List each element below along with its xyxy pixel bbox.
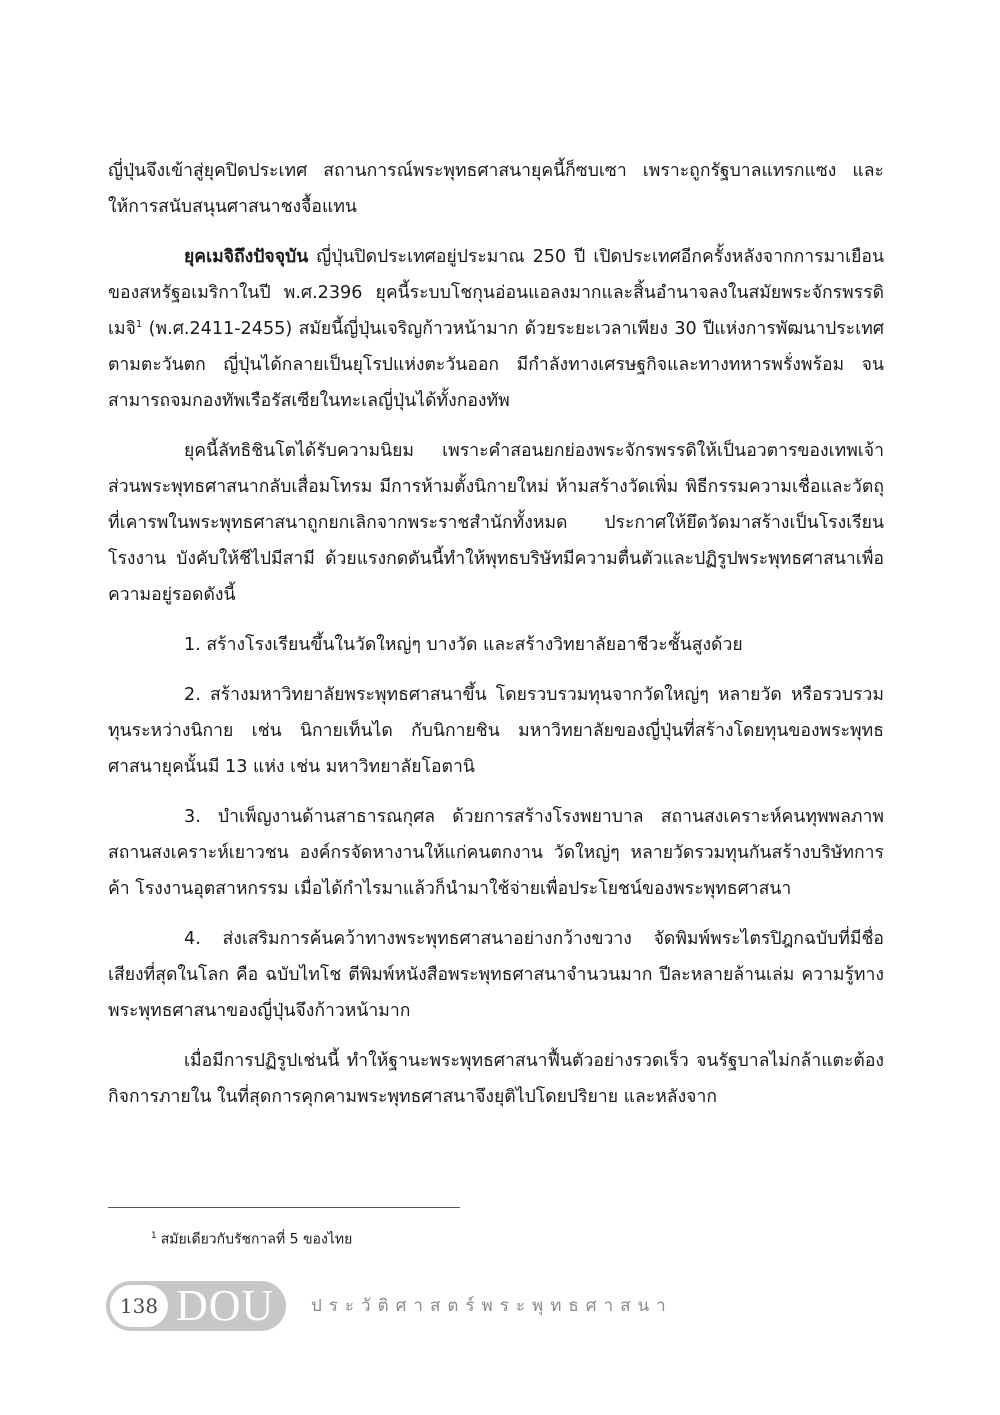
list-item-2: 2. สร้างมหาวิทยาลัยพระพุทธศาสนาขึ้น โดยรวบรวมทุนจากวัดใหญ่ๆ หลายวัด หรือรวบรวมทุนระหว่างนิกาย เช่น นิกายเท็นได กับนิกายชิน มหาวิทยาลัยของญี่ปุ่นที่สร้างโดยทุนของพระพุทธศาสนายุคนั้นมี 13 แห่ง เช่น มหาวิทยาลัยโอตานิ bbox=[108, 685, 884, 777]
dou-logo: DOU bbox=[176, 1281, 275, 1330]
footnote-marker: 1 bbox=[151, 1231, 157, 1241]
paragraph-meiji-era bbox=[108, 239, 884, 419]
footer-badge bbox=[106, 1281, 286, 1331]
footnote-divider bbox=[108, 1207, 460, 1208]
paragraph-text: ญี่ปุ่นปิดประเทศอยู่ประมาณ 250 ปี เปิดประเทศอีกครั้งหลังจากการมาเยือนของสหรัฐอเมริกาในปี พ.ศ.2396 ยุคนี้ระบบโชกุนอ่อนแอลงมากและสิ้นอำนาจลงในสมัยพระจักรพรรดิเมจิ bbox=[108, 247, 884, 339]
paragraph-text: (พ.ศ.2411-2455) สมัยนี้ญี่ปุ่นเจริญก้าวหน้ามาก ด้วยระยะเวลาเพียง 30 ปีแห่งการพัฒนาประเทศตามตะวันตก ญี่ปุ่นได้กลายเป็นยุโรปแห่งตะวันออก มีกำลังทางเศรษฐกิจและทางทหารพรั่งพร้อม จนสามารถจมกองทัพเรือรัสเซียในทะเลญี่ปุ่นได้ทั้งกองทัพ bbox=[108, 319, 884, 411]
page-body bbox=[108, 153, 884, 1129]
paragraph-continued: ญี่ปุ่นจึงเข้าสู่ยุคปิดประเทศ สถานการณ์พระพุทธศาสนายุคนี้ก็ซบเซา เพราะถูกรัฐบาลแทรกแซง และให้การสนับสนุนศาสนาชงจื้อแทน bbox=[108, 161, 884, 217]
page-number: 138 bbox=[110, 1285, 168, 1327]
footnote-text: สมัยเดียวกับรัชกาลที่ 5 ของไทย bbox=[160, 1231, 353, 1248]
running-title: ประวัติศาสตร์พระพุทธศาสนา bbox=[311, 1296, 673, 1316]
list-item-4: 4. ส่งเสริมการค้นคว้าทางพระพุทธศาสนาอย่างกว้างขวาง จัดพิมพ์พระไตรปิฎกฉบับที่มีชื่อเสียงที่สุดในโลก คือ ฉบับไทโช ตีพิมพ์หนังสือพระพุทธศาสนาจำนวนมาก ปีละหลายล้านเล่ม ความรู้ทางพระพุทธศาสนาของญี่ปุ่นจึงก้าวหน้ามาก bbox=[108, 929, 884, 1021]
footnote-reference[interactable]: 1 bbox=[135, 319, 143, 331]
paragraph-reform-result: เมื่อมีการปฏิรูปเช่นนี้ ทำให้ฐานะพระพุทธศาสนาฟื้นตัวอย่างรวดเร็ว จนรัฐบาลไม่กล้าแตะต้องกิจการภายใน ในที่สุดการคุกคามพระพุทธศาสนาจึงยุติไปโดยปริยาย และหลังจาก bbox=[108, 1051, 884, 1107]
list-item-3: 3. บำเพ็ญงานด้านสาธารณกุศล ด้วยการสร้างโรงพยาบาล สถานสงเคราะห์คนทุพพลภาพ สถานสงเคราะห์เยาวชน องค์กรจัดหางานให้แก่คนตกงาน วัดใหญ่ๆ หลายวัดรวมทุนกันสร้างบริษัทการค้า โรงงานอุตสาหกรรม เมื่อได้กำไรมาแล้วก็นำมาใช้จ่ายเพื่อประโยชน์ของพระพุทธศาสนา bbox=[108, 807, 884, 899]
list-item-1: 1. สร้างโรงเรียนขึ้นในวัดใหญ่ๆ บางวัด และสร้างวิทยาลัยอาชีวะชั้นสูงด้วย bbox=[184, 635, 743, 655]
section-lead-heading: ยุคเมจิถึงปัจจุบัน bbox=[184, 247, 309, 267]
footnote bbox=[151, 1226, 352, 1250]
paragraph-shinto: ยุคนี้ลัทธิชินโตได้รับความนิยม เพราะคำสอนยกย่องพระจักรพรรดิให้เป็นอวตารของเทพเจ้า ส่วนพระพุทธศาสนากลับเสื่อมโทรม มีการห้ามตั้งนิกายใหม่ ห้ามสร้างวัดเพิ่ม พิธีกรรมความเชื่อและวัตถุที่เคารพในพระพุทธศาสนาถูกยกเลิกจากพระราชสำนักทั้งหมด ประกาศให้ยึดวัดมาสร้างเป็นโรงเรียน โรงงาน บังคับให้ชีไปมีสามี ด้วยแรงกดดันนี้ทำให้พุทธบริษัทมีความตื่นตัวและปฏิรูปพระพุทธศาสนาเพื่อความอยู่รอดดังนี้ bbox=[108, 441, 884, 605]
